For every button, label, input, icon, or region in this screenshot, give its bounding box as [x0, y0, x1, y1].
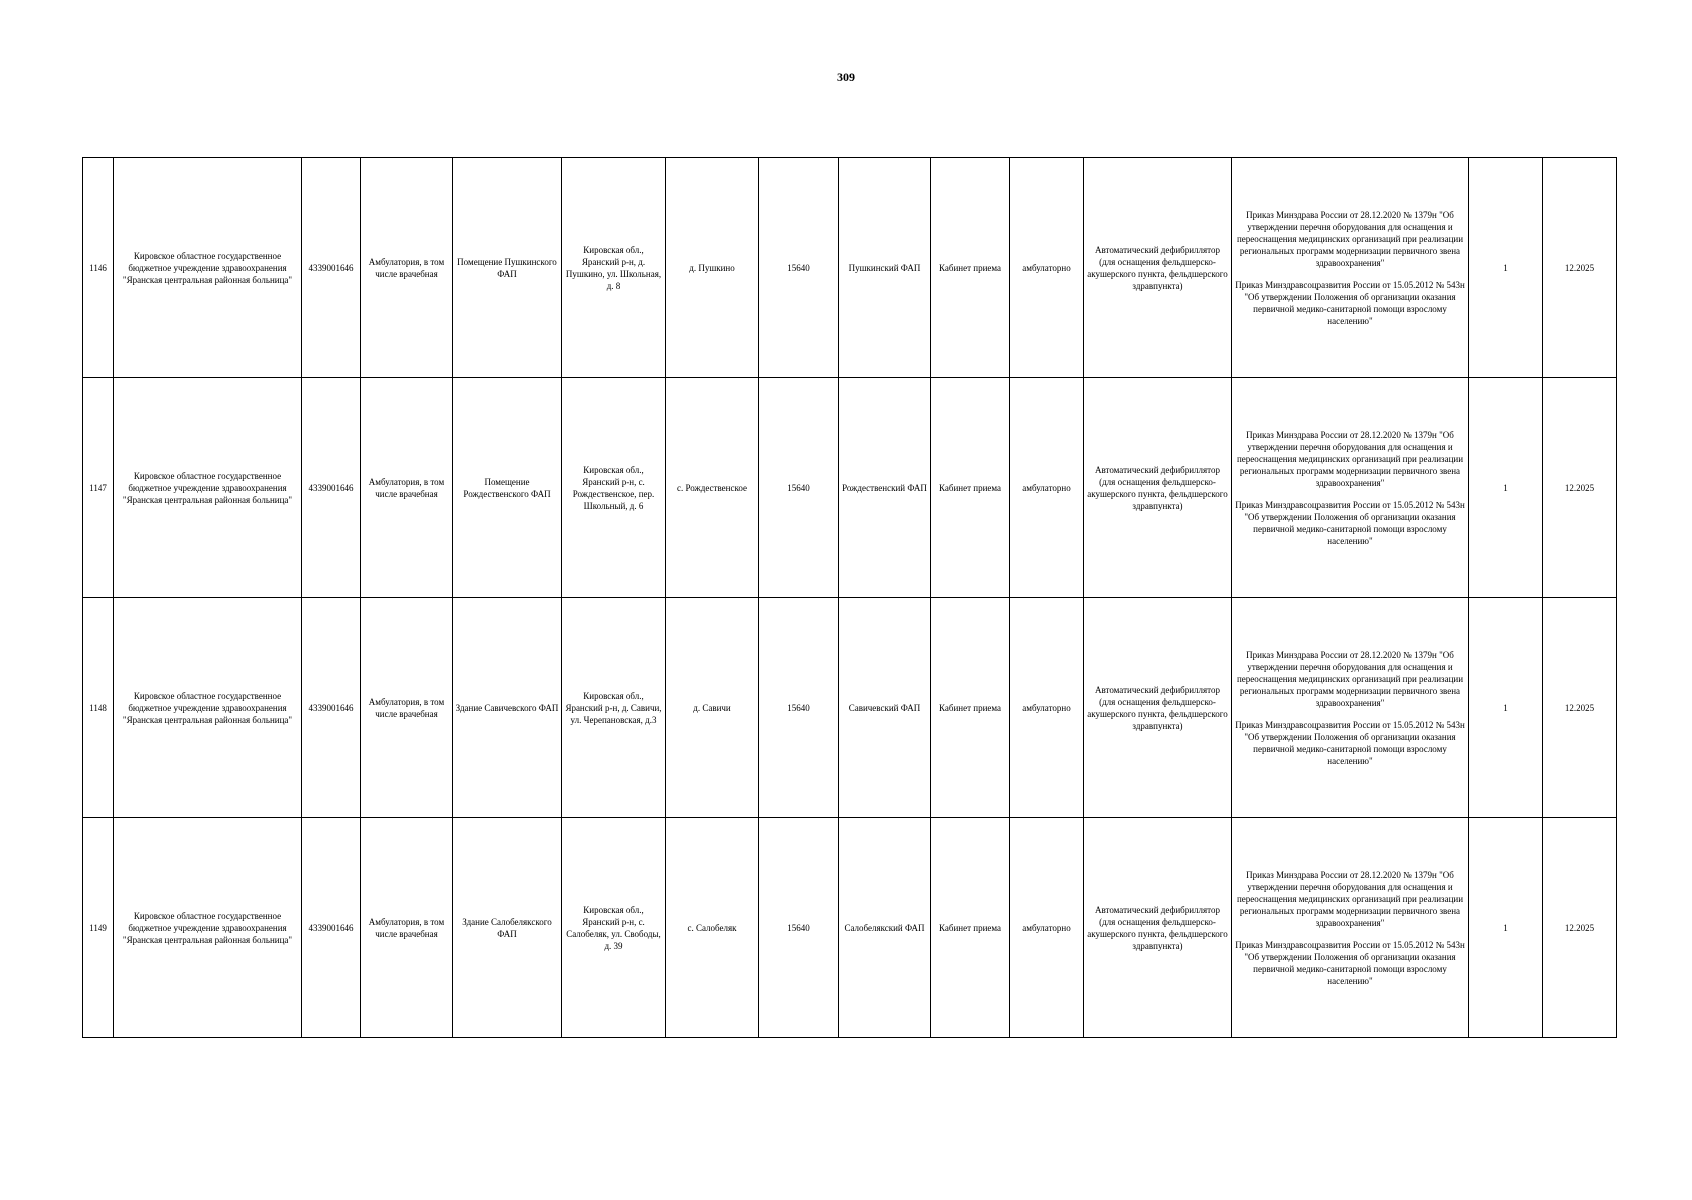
legal-basis-order-543n: Приказ Минздравсоцразвития России от 15.05.2012 № 543н "Об утверждении Положения об организации оказания первичной медико-санитарной помощи взрослому населению"	[1235, 719, 1465, 766]
unit-cell: Савичевский ФАП	[839, 598, 931, 818]
legal-basis-order-543n: Приказ Минздравсоцразвития России от 15.05.2012 № 543н "Об утверждении Положения об организации оказания первичной медико-санитарной помощи взрослому населению"	[1235, 279, 1465, 326]
room-cell: Кабинет приема	[931, 378, 1010, 598]
address-cell: Кировская обл., Яранский р-н, с. Салобеляк, ул. Свободы, д. 39	[562, 818, 666, 1038]
row-number: 1149	[83, 818, 114, 1038]
quantity-cell: 1	[1469, 818, 1543, 1038]
inn-cell: 4339001646	[302, 158, 361, 378]
population-cell: 15640	[759, 598, 839, 818]
care-form-cell: амбулаторно	[1010, 598, 1084, 818]
table-row	[83, 598, 1617, 818]
settlement-cell: с. Рождественское	[666, 378, 759, 598]
page-number: 309	[837, 70, 855, 84]
legal-basis-cell	[1232, 378, 1469, 598]
organization-cell: Кировское областное государственное бюджетное учреждение здравоохранения "Яранская центральная районная больница"	[114, 158, 302, 378]
organization-cell: Кировское областное государственное бюджетное учреждение здравоохранения "Яранская центральная районная больница"	[114, 818, 302, 1038]
unit-cell: Пушкинский ФАП	[839, 158, 931, 378]
legal-basis-cell	[1232, 598, 1469, 818]
premises-cell: Помещение Рождественского ФАП	[453, 378, 562, 598]
quantity-cell: 1	[1469, 158, 1543, 378]
inn-cell: 4339001646	[302, 818, 361, 1038]
date-cell: 12.2025	[1543, 818, 1617, 1038]
quantity-cell: 1	[1469, 598, 1543, 818]
facility-type-cell: Амбулатория, в том числе врачебная	[361, 818, 453, 1038]
settlement-cell: с. Салобеляк	[666, 818, 759, 1038]
legal-basis-order-1379n: Приказ Минздрава России от 28.12.2020 № 1379н "Об утверждении перечня оборудования для оснащения и переоснащения медицинских организаций при реализации региональных программ модернизации первичного звена здравоохранения"	[1236, 869, 1464, 928]
equipment-cell: Автоматический дефибриллятор (для оснащения фельдшерско-акушерского пункта, фельдшерского здравпункта)	[1084, 158, 1232, 378]
address-cell: Кировская обл., Яранский р-н, д. Пушкино, ул. Школьная, д. 8	[562, 158, 666, 378]
row-number: 1147	[83, 378, 114, 598]
equipment-cell: Автоматический дефибриллятор (для оснащения фельдшерско-акушерского пункта, фельдшерского здравпункта)	[1084, 378, 1232, 598]
care-form-cell: амбулаторно	[1010, 158, 1084, 378]
legal-basis-order-543n: Приказ Минздравсоцразвития России от 15.05.2012 № 543н "Об утверждении Положения об организации оказания первичной медико-санитарной помощи взрослому населению"	[1235, 499, 1465, 546]
legal-basis-order-1379n: Приказ Минздрава России от 28.12.2020 № 1379н "Об утверждении перечня оборудования для оснащения и переоснащения медицинских организаций при реализации региональных программ модернизации первичного звена здравоохранения"	[1236, 429, 1464, 488]
legal-basis-cell	[1232, 818, 1469, 1038]
population-cell: 15640	[759, 818, 839, 1038]
legal-basis-order-1379n: Приказ Минздрава России от 28.12.2020 № 1379н "Об утверждении перечня оборудования для оснащения и переоснащения медицинских организаций при реализации региональных программ модернизации первичного звена здравоохранения"	[1236, 649, 1464, 708]
facility-type-cell: Амбулатория, в том числе врачебная	[361, 598, 453, 818]
unit-cell: Салобелякский ФАП	[839, 818, 931, 1038]
unit-cell: Рождественский ФАП	[839, 378, 931, 598]
premises-cell: Здание Савичевского ФАП	[453, 598, 562, 818]
inn-cell: 4339001646	[302, 598, 361, 818]
address-cell: Кировская обл., Яранский р-н, д. Савичи, ул. Черепановская, д.3	[562, 598, 666, 818]
equipment-cell: Автоматический дефибриллятор (для оснащения фельдшерско-акушерского пункта, фельдшерского здравпункта)	[1084, 818, 1232, 1038]
settlement-cell: д. Пушкино	[666, 158, 759, 378]
organization-cell: Кировское областное государственное бюджетное учреждение здравоохранения "Яранская центральная районная больница"	[114, 598, 302, 818]
equipment-table	[82, 157, 1617, 1038]
facility-type-cell: Амбулатория, в том числе врачебная	[361, 378, 453, 598]
address-cell: Кировская обл., Яранский р-н, с. Рождественское, пер. Школьный, д. 6	[562, 378, 666, 598]
legal-basis-order-543n: Приказ Минздравсоцразвития России от 15.05.2012 № 543н "Об утверждении Положения об организации оказания первичной медико-санитарной помощи взрослому населению"	[1235, 939, 1465, 986]
population-cell: 15640	[759, 378, 839, 598]
room-cell: Кабинет приема	[931, 598, 1010, 818]
table-row	[83, 818, 1617, 1038]
population-cell: 15640	[759, 158, 839, 378]
care-form-cell: амбулаторно	[1010, 818, 1084, 1038]
row-number: 1148	[83, 598, 114, 818]
settlement-cell: д. Савичи	[666, 598, 759, 818]
equipment-cell: Автоматический дефибриллятор (для оснащения фельдшерско-акушерского пункта, фельдшерского здравпункта)	[1084, 598, 1232, 818]
legal-basis-order-1379n: Приказ Минздрава России от 28.12.2020 № 1379н "Об утверждении перечня оборудования для оснащения и переоснащения медицинских организаций при реализации региональных программ модернизации первичного звена здравоохранения"	[1236, 209, 1464, 268]
table-row	[83, 378, 1617, 598]
inn-cell: 4339001646	[302, 378, 361, 598]
table-row	[83, 158, 1617, 378]
room-cell: Кабинет приема	[931, 818, 1010, 1038]
premises-cell: Помещение Пушкинского ФАП	[453, 158, 562, 378]
facility-type-cell: Амбулатория, в том числе врачебная	[361, 158, 453, 378]
organization-cell: Кировское областное государственное бюджетное учреждение здравоохранения "Яранская центральная районная больница"	[114, 378, 302, 598]
date-cell: 12.2025	[1543, 158, 1617, 378]
date-cell: 12.2025	[1543, 378, 1617, 598]
room-cell: Кабинет приема	[931, 158, 1010, 378]
legal-basis-cell	[1232, 158, 1469, 378]
quantity-cell: 1	[1469, 378, 1543, 598]
row-number: 1146	[83, 158, 114, 378]
care-form-cell: амбулаторно	[1010, 378, 1084, 598]
premises-cell: Здание Салобелякского ФАП	[453, 818, 562, 1038]
date-cell: 12.2025	[1543, 598, 1617, 818]
